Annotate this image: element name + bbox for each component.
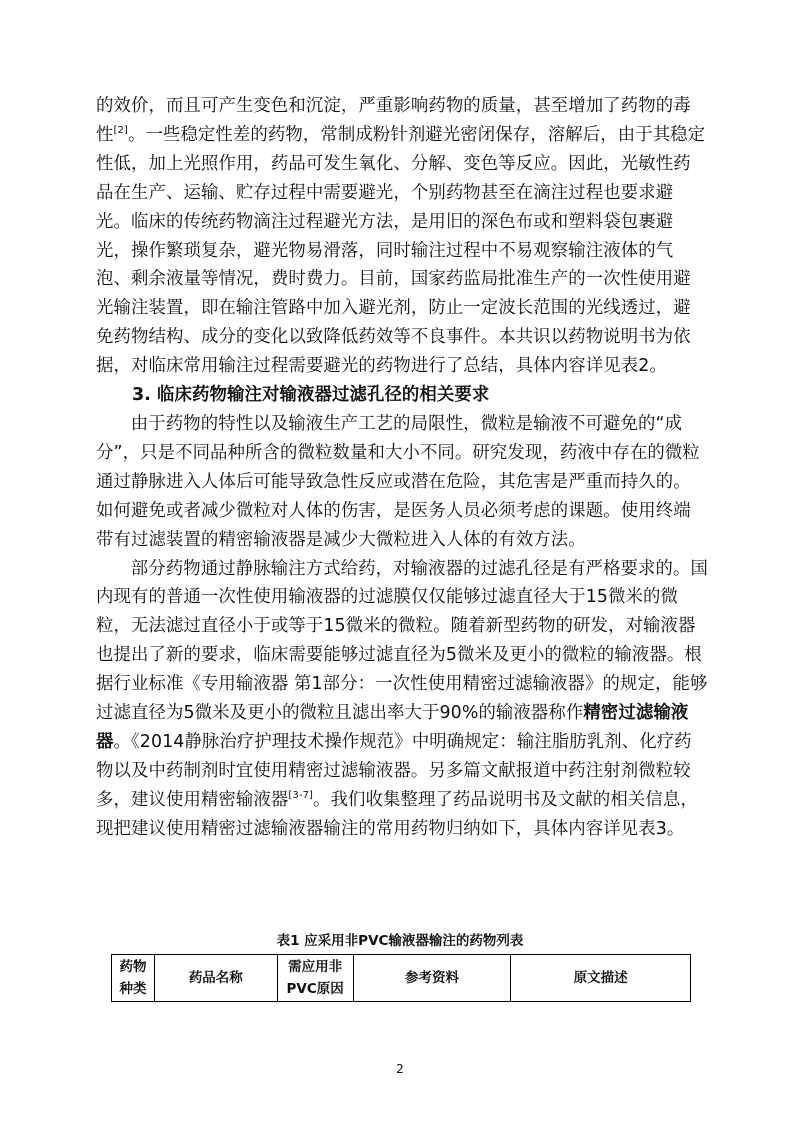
paragraph-text: 的效价，而且可产生变色和沉淀，严重影响药物的质量，甚至增加了药物的毒性 [96, 96, 691, 145]
header-non-pvc-reason [277, 955, 353, 1002]
header-line: 种类 [119, 981, 147, 997]
table-header-row [112, 955, 691, 1002]
paragraph-text: 。我们收集整理了药品说明书及文献的相关信息，现把建议使用精密过滤输液器输注的常用药物归纳如下，具体内容详见表3。 [96, 789, 698, 839]
header-drug-category [112, 955, 155, 1002]
drug-table [111, 954, 691, 1002]
header-line: 需应用非 [288, 959, 343, 975]
paragraph-text: 部分药物通过静脉输注方式给药，对输液器的过滤孔径是有严格要求的。国内现有的普通一次性使用输液器的过滤膜仅仅能够过滤直径大于15微米的微粒，无法滤过直径小于或等于15微米的微粒。随着新型药物的研发，对输液器也提出了新的要求，临床需要能够过滤直径为5微米及更小的微粒的输液器。根据行业标准《专用输液器 第1部分：一次性使用精密过滤输液器》的规定，能够过滤直径为5微米及更小的微粒且滤出率大于90%的输液器称作 [96, 558, 708, 724]
page-number: 2 [396, 1062, 404, 1076]
emphasized-term: 精密过滤输液器 [96, 703, 689, 752]
paragraph-light-sensitive-drugs [96, 92, 708, 381]
header-line: PVC原因 [286, 981, 344, 997]
paragraph-text: 。一些稳定性差的药物，常制成粉针剂避光密闭保存，溶解后，由于其稳定性低，加上光照作用，药品可发生氧化、分解、变色等反应。因此，光敏性药品在生产、运输、贮存过程中需要避光，个别药物甚至在滴注过程也要求避光。临床的传统药物滴注过程避光方法，是用旧的深色布或和塑料袋包裹避光，操作繁琐复杂，避光物易滑落，同时输注过程中不易观察输注液体的气泡、剩余液量等情况，费时费力。目前，国家药监局批准生产的一次性使用避光输注装置，即在输注管路中加入避光剂，防止一定波长范围的光线透过，避免药物结构、成分的变化以致降低药效等不良事件。本共识以药物说明书为依据，对临床常用输注过程需要避光的药物进行了总结，具体内容详见表2。 [96, 124, 706, 377]
header-original-description: 原文描述 [511, 955, 691, 1002]
header-line: 药物 [119, 959, 147, 975]
paragraph-text: 。《2014静脉治疗护理技术操作规范》中明确规定：输注脂肪乳剂、化疗药物以及中药制剂时宜使用精密过滤输液器。另多篇文献报道中药注射剂微粒较多，建议使用精密输液器 [96, 731, 692, 810]
header-drug-name: 药品名称 [154, 955, 277, 1002]
table-caption: 表1 应采用非PVC输液器输注的药物列表 [276, 933, 524, 949]
paragraph-precision-filter [96, 555, 708, 844]
section-heading: 3. 临床药物输注对输液器过滤孔径的相关要求 [132, 385, 490, 406]
citation-ref: [3-7] [288, 789, 314, 801]
paragraph-particles: 由于药物的特性以及输液生产工艺的局限性，微粒是输液不可避免的“成分”，只是不同品种所含的微粒数量和大小不同。研究发现，药液中存在的微粒通过静脉进入人体后可能导致急性反应或潜在危险，其危害是严重而持久的。如何避免或者减少微粒对人体的伤害，是医务人员必须考虑的课题。使用终端带有过滤装置的精密输液器是减少大微粒进入人体的有效方法。 [96, 413, 700, 550]
citation-ref: [2] [113, 124, 128, 136]
body-text [96, 92, 708, 844]
header-references: 参考资料 [353, 955, 511, 1002]
